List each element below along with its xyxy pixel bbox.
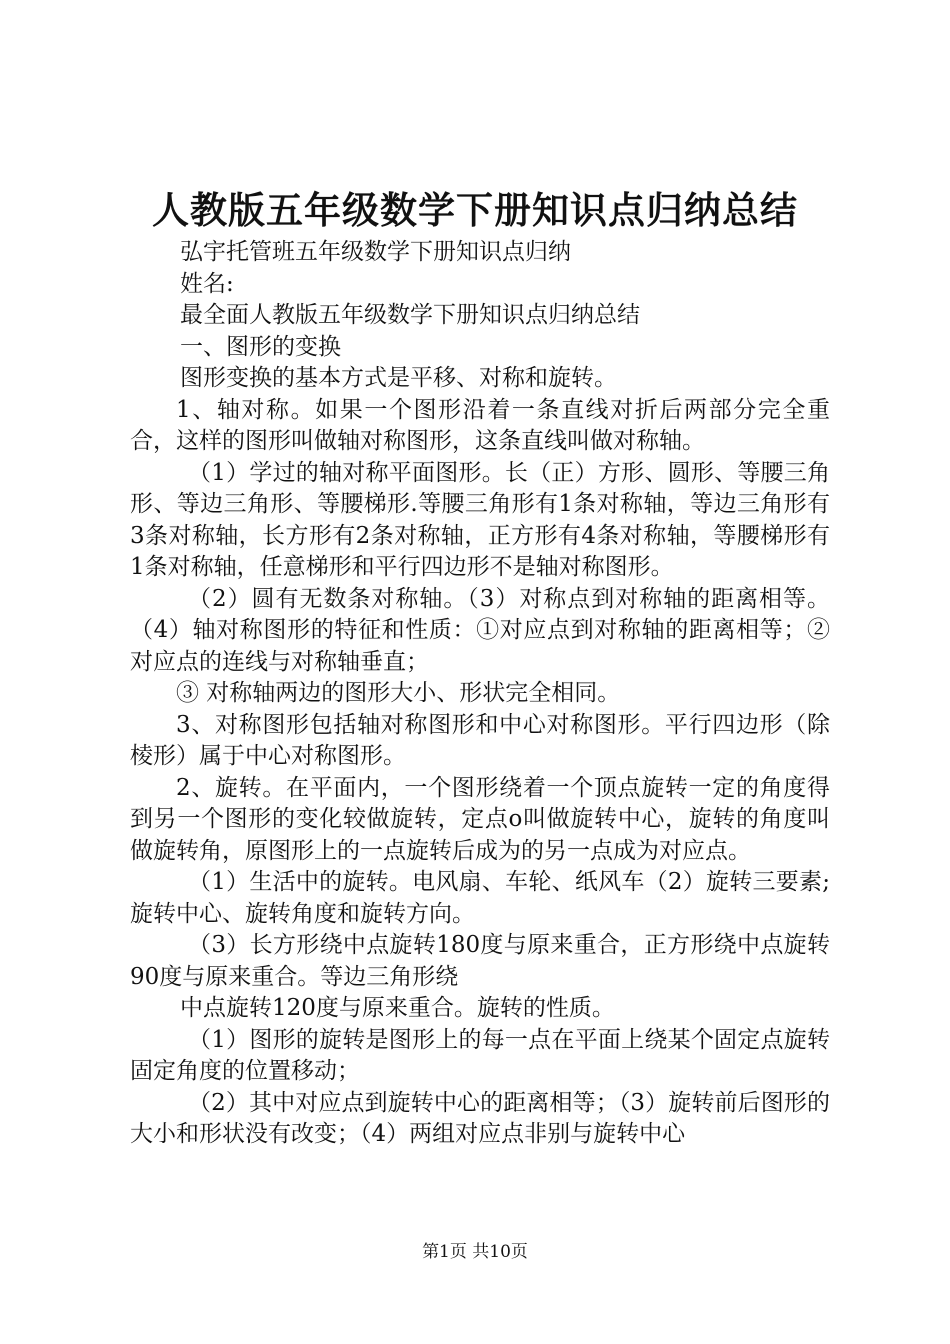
paragraph-axis-symmetry: 1、轴对称。如果一个图形沿着一条直线对折后两部分完全重合，这样的图形叫做轴对称图形，这条直线叫做对称轴。 — [130, 396, 830, 454]
paragraph-subtitle: 弘宇托管班五年级数学下册知识点归纳 — [180, 239, 571, 265]
paragraph-intro: 图形变换的基本方式是平移、对称和旋转。 — [180, 365, 617, 391]
paragraph-rotation-property-1: （1）图形的旋转是图形上的每一点在平面上绕某个固定点旋转固定角度的位置移动； — [130, 1026, 830, 1084]
paragraph-name-field: 姓名: — [180, 270, 234, 297]
paragraph-symmetric-figures: 3、对称图形包括轴对称图形和中心对称图形。平行四边形（除棱形）属于中心对称图形。 — [130, 711, 830, 769]
section-heading-transform: 一、图形的变换 — [180, 333, 341, 360]
page-number-footer: 第1页 共10页 — [422, 1242, 528, 1262]
paragraph-rotation-examples: （1）生活中的旋转。电风扇、车轮、纸风车（2）旋转三要素;旋转中心、旋转角度和旋转方向。 — [130, 869, 830, 927]
paragraph-rotation-property-2: （2）其中对应点到旋转中心的距离相等；（3）旋转前后图形的大小和形状没有改变；（4）两组对应点非别与旋转中心 — [130, 1089, 830, 1147]
paragraph-heading-summary: 最全面人教版五年级数学下册知识点归纳总结 — [180, 302, 640, 328]
paragraph-symmetry-properties: （2）圆有无数条对称轴。（3）对称点到对称轴的距离相等。（4）轴对称图形的特征和性质：①对应点到对称轴的距离相等；②对应点的连线与对称轴垂直； — [130, 585, 830, 675]
paragraph-symmetric-shapes: （1）学过的轴对称平面图形。长（正）方形、圆形、等腰三角形、等边三角形、等腰梯形.等腰三角形有1条对称轴，等边三角形有3条对称轴，长方形有2条对称轴，正方形有4条对称轴，等腰梯形有1条对称轴，任意梯形和平行四边形不是轴对称图形。 — [130, 459, 830, 580]
paragraph-rotation-degrees: （3）长方形绕中点旋转180度与原来重合，正方形绕中点旋转90度与原来重合。等边三角形绕 — [130, 932, 830, 990]
document-body — [130, 237, 830, 1151]
paragraph-rotation: 2、旋转。在平面内，一个图形绕着一个顶点旋转一定的角度得到另一个图形的变化较做旋转，定点o叫做旋转中心，旋转的角度叫做旋转角，原图形上的一点旋转后成为的另一点成为对应点。 — [130, 774, 830, 864]
paragraph-symmetry-sides: ③ 对称轴两边的图形大小、形状完全相同。 — [176, 680, 621, 706]
document-title: 人教版五年级数学下册知识点归纳总结 — [152, 188, 798, 232]
paragraph-rotation-properties-intro: 中点旋转120度与原来重合。旋转的性质。 — [180, 995, 615, 1021]
